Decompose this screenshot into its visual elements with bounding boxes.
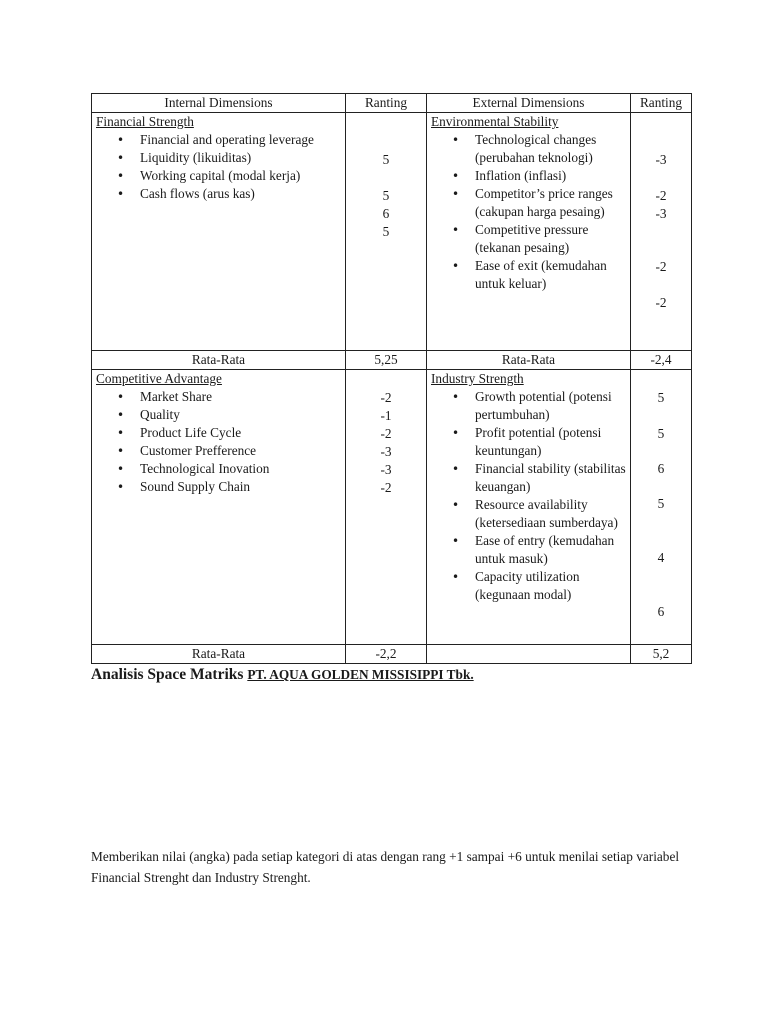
list-item: • Financial stability (stabilitas keuangan) xyxy=(475,460,626,496)
list-item: • Product Life Cycle xyxy=(140,424,341,442)
rating-value: -3 xyxy=(655,152,667,167)
section-row-financial-environmental xyxy=(92,113,692,351)
list-item: • Ease of exit (kemudahan untuk keluar) xyxy=(475,257,626,293)
competitive-advantage-title: Competitive Advantage xyxy=(96,371,222,386)
industry-strength-cell xyxy=(427,370,631,645)
competitive-advantage-list xyxy=(96,388,341,496)
list-item: • Customer Prefference xyxy=(140,442,341,460)
list-item: • Working capital (modal kerja) xyxy=(140,167,341,185)
average-value-industry: 5,2 xyxy=(631,645,692,664)
rating-value: -3 xyxy=(380,462,392,477)
average-label-internal-2: Rata-Rata xyxy=(92,645,346,664)
environmental-stability-title: Environmental Stability xyxy=(431,114,559,129)
list-item: • Growth potential (potensi pertumbuhan) xyxy=(475,388,626,424)
average-value-competitive: -2,2 xyxy=(346,645,427,664)
list-item: • Liquidity (likuiditas) xyxy=(140,149,341,167)
list-item: • Ease of entry (kemudahan untuk masuk) xyxy=(475,532,626,568)
list-item: • Competitive pressure (tekanan pesaing) xyxy=(475,221,626,257)
rating-value: -3 xyxy=(380,444,392,459)
industry-strength-ratings xyxy=(631,370,692,645)
list-item: • Technological Inovation xyxy=(140,460,341,478)
average-row-1 xyxy=(92,351,692,370)
average-value-financial: 5,25 xyxy=(346,351,427,370)
environmental-stability-ratings xyxy=(631,113,692,351)
rating-value: 5 xyxy=(382,188,390,203)
rating-value: -2 xyxy=(655,259,667,274)
average-label-internal: Rata-Rata xyxy=(92,351,346,370)
list-item: • Resource availability (ketersediaan sumberdaya) xyxy=(475,496,626,532)
heading-title: Analisis Space Matriks xyxy=(91,666,244,683)
list-item: • Quality xyxy=(140,406,341,424)
rating-value: 6 xyxy=(657,604,665,619)
list-item: • Profit potential (potensi keuntungan) xyxy=(475,424,626,460)
financial-strength-list xyxy=(96,131,341,203)
header-rating-internal: Ranting xyxy=(346,94,427,113)
competitive-advantage-cell xyxy=(92,370,346,645)
list-item: • Competitor’s price ranges (cakupan harga pesaing) xyxy=(475,185,626,221)
heading-company-name: PT. AQUA GOLDEN MISSISIPPI Tbk. xyxy=(247,667,474,682)
rating-value: -2 xyxy=(380,426,392,441)
financial-strength-title: Financial Strength xyxy=(96,114,194,129)
list-item: • Inflation (inflasi) xyxy=(475,167,626,185)
industry-strength-list xyxy=(431,388,626,604)
table-header-row xyxy=(92,94,692,113)
environmental-stability-cell xyxy=(427,113,631,351)
rating-value: 5 xyxy=(382,152,390,167)
list-item: • Technological changes (perubahan teknologi) xyxy=(475,131,626,167)
industry-strength-title: Industry Strength xyxy=(431,371,524,386)
average-label-external: Rata-Rata xyxy=(427,351,631,370)
header-external-dimensions: External Dimensions xyxy=(427,94,631,113)
rating-value: -2 xyxy=(380,480,392,495)
financial-strength-cell xyxy=(92,113,346,351)
rating-value: -1 xyxy=(380,408,392,423)
rating-value: 5 xyxy=(382,224,390,239)
average-value-environmental: -2,4 xyxy=(631,351,692,370)
list-item: • Cash flows (arus kas) xyxy=(140,185,341,203)
average-row-2 xyxy=(92,645,692,664)
rating-value: 5 xyxy=(657,496,665,511)
rating-value: 4 xyxy=(657,550,665,565)
header-rating-external: Ranting xyxy=(631,94,692,113)
header-internal-dimensions: Internal Dimensions xyxy=(92,94,346,113)
rating-value: -3 xyxy=(655,206,667,221)
section-heading xyxy=(91,666,474,684)
list-item: • Market Share xyxy=(140,388,341,406)
competitive-advantage-ratings xyxy=(346,370,427,645)
rating-value: 6 xyxy=(657,461,665,476)
instruction-paragraph: Memberikan nilai (angka) pada setiap kategori di atas dengan rang +1 sampai +6 untuk menilai setiap variabel Financial Strenght dan Industry Strenght. xyxy=(91,849,680,886)
rating-value: 5 xyxy=(657,390,665,405)
list-item: • Sound Supply Chain xyxy=(140,478,341,496)
environmental-stability-list xyxy=(431,131,626,293)
rating-value: -2 xyxy=(655,295,667,310)
list-item: • Capacity utilization (kegunaan modal) xyxy=(475,568,626,604)
space-matrix-table xyxy=(91,93,692,664)
rating-value: 5 xyxy=(657,426,665,441)
rating-value: -2 xyxy=(655,188,667,203)
average-label-external-2 xyxy=(427,645,631,664)
financial-strength-ratings xyxy=(346,113,427,351)
rating-value: -2 xyxy=(380,390,392,405)
list-item: • Financial and operating leverage xyxy=(140,131,341,149)
rating-value: 6 xyxy=(382,206,390,221)
section-row-competitive-industry xyxy=(92,370,692,645)
